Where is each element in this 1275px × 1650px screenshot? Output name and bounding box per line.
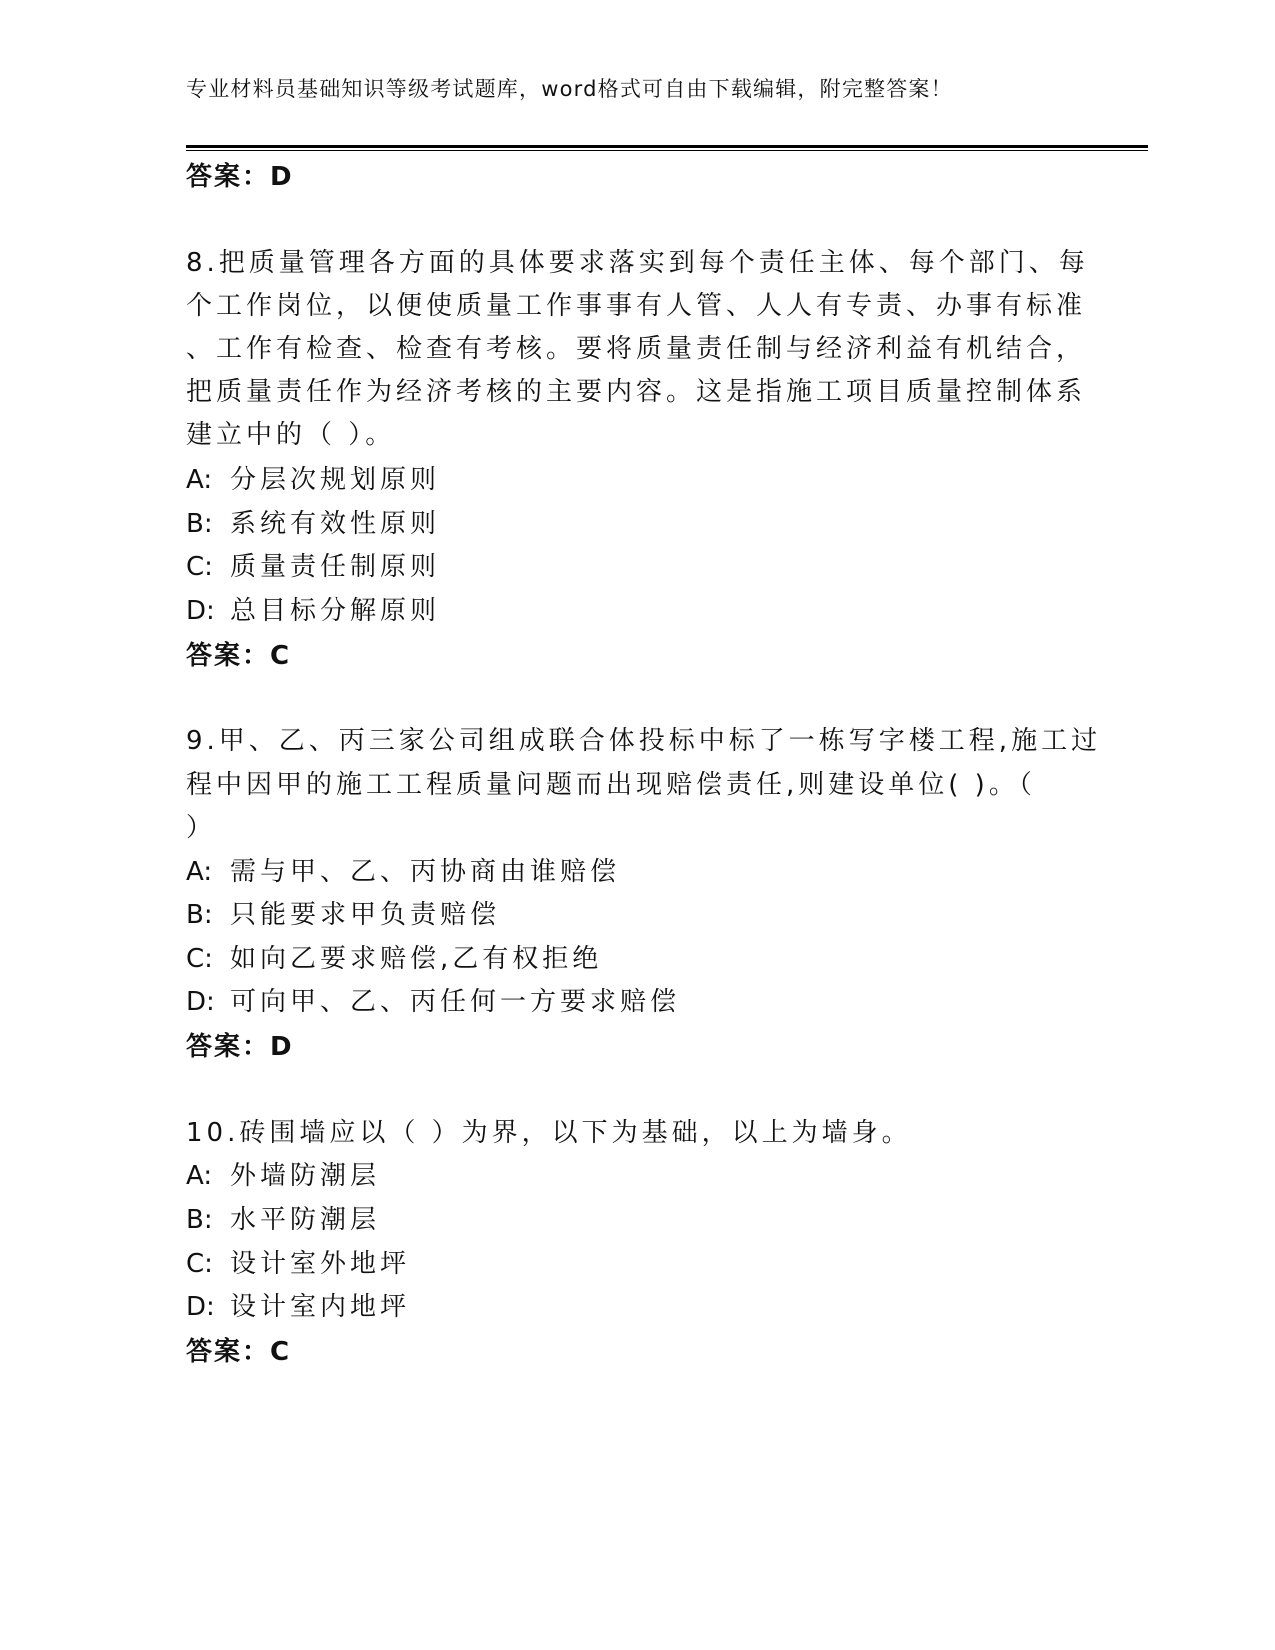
option-b [186, 1203, 380, 1237]
option-text: 如向乙要求赔偿,乙有权拒绝 [230, 944, 603, 974]
question-text-line: 把质量责任作为经济考核的主要内容。这是指施工项目质量控制体系 [186, 377, 1087, 407]
option-key: B: [186, 509, 213, 539]
header-rule-thin [186, 150, 1148, 151]
option-c [186, 1247, 410, 1281]
option-text: 系统有效性原则 [230, 509, 441, 539]
option-c [186, 550, 440, 584]
question-text-line: 个工作岗位，以便使质量工作事事有人管、人人有专责、办事有标准 [186, 291, 1087, 321]
question-text-line: 8.把质量管理各方面的具体要求落实到每个责任主体、每个部门、每 [186, 248, 1089, 278]
option-key: D: [186, 596, 215, 626]
option-key: B: [186, 1205, 213, 1235]
option-text: 设计室内地坪 [230, 1292, 411, 1322]
option-d [186, 985, 680, 1019]
option-text: 只能要求甲负责赔偿 [230, 900, 501, 930]
option-d [186, 594, 440, 628]
option-key: D: [186, 1292, 215, 1322]
question-text-line: 程中因甲的施工工程质量问题而出现赔偿责任,则建设单位( )。（ [186, 770, 1036, 800]
option-a [186, 1159, 380, 1193]
option-a [186, 463, 440, 497]
option-text: 质量责任制原则 [230, 552, 441, 582]
option-text: 设计室外地坪 [230, 1249, 411, 1279]
answer: 答案：C [186, 641, 292, 671]
option-c [186, 942, 602, 976]
option-key: C: [186, 1249, 213, 1279]
option-key: B: [186, 900, 213, 930]
option-b [186, 507, 440, 541]
option-key: C: [186, 552, 213, 582]
option-key: A: [186, 1161, 213, 1191]
option-text: 外墙防潮层 [230, 1161, 381, 1191]
option-text: 可向甲、乙、丙任何一方要求赔偿 [230, 987, 681, 1017]
option-key: C: [186, 944, 213, 974]
question-text-line: 建立中的（ ）。 [186, 420, 396, 450]
option-key: A: [186, 465, 213, 495]
option-key: D: [186, 987, 215, 1017]
option-text: 需与甲、乙、丙协商由谁赔偿 [230, 857, 621, 887]
option-text: 水平防潮层 [230, 1205, 381, 1235]
question-text-line: 9.甲、乙、丙三家公司组成联合体投标中标了一栋写字楼工程,施工过 [186, 726, 1102, 756]
option-text: 总目标分解原则 [230, 596, 441, 626]
question-text-line: 10.砖围墙应以（ ）为界，以下为基础，以上为墙身。 [186, 1118, 912, 1148]
answer: 答案：D [186, 1032, 294, 1062]
previous-answer: 答案：D [186, 162, 294, 192]
question-text-line: ） [186, 813, 217, 843]
option-b [186, 898, 500, 932]
option-key: A: [186, 857, 213, 887]
question-text-line: 、工作有检查、检查有考核。要将质量责任制与经济利益有机结合， [186, 334, 1087, 364]
header-rule-thick [186, 145, 1148, 148]
option-d [186, 1290, 410, 1324]
answer: 答案：C [186, 1337, 292, 1367]
page-header: 专业材料员基础知识等级考试题库，word格式可自由下载编辑，附完整答案！ [186, 77, 953, 101]
option-text: 分层次规划原则 [230, 465, 441, 495]
option-a [186, 855, 620, 889]
